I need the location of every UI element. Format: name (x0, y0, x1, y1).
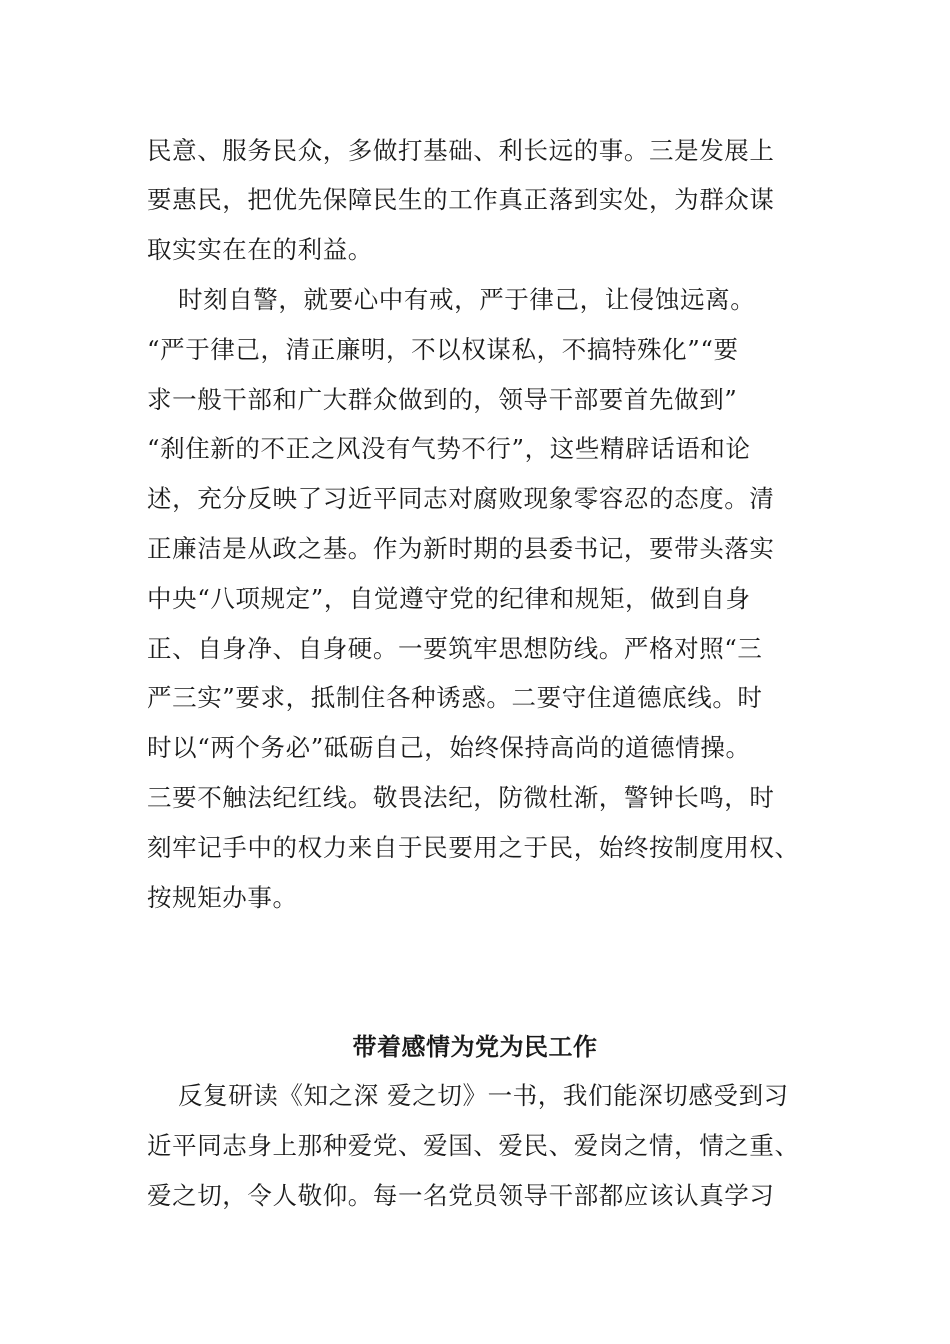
paragraph-line: 时以“两个务必”砥砺自己，始终保持高尚的道德情操。 (147, 733, 751, 762)
paragraph-line: 取实实在在的利益。 (147, 235, 373, 264)
paragraph-line: 反复研读《知之深 爱之切》一书，我们能深切感受到习 (178, 1081, 789, 1110)
paragraph-line: 爱之切，令人敬仰。每一名党员领导干部都应该认真学习 (147, 1181, 775, 1210)
paragraph-line: 中央“八项规定”，自觉遵守党的纪律和规矩，做到自身 (147, 584, 751, 613)
paragraph-line: “刹住新的不正之风没有气势不行”，这些精辟话语和论 (147, 434, 751, 463)
paragraph-line: 三要不触法纪红线。敬畏法纪，防微杜渐，警钟长鸣，时 (147, 783, 775, 812)
paragraph-line: 按规矩办事。 (147, 883, 298, 912)
paragraph-line: 民意、服务民众，多做打基础、利长远的事。三是发展上 (147, 136, 775, 165)
paragraph-line: 述，充分反映了习近平同志对腐败现象零容忍的态度。清 (147, 484, 775, 513)
paragraph-line: 正、自身净、自身硬。一要筑牢思想防线。严格对照“三 (147, 634, 763, 663)
paragraph-line: “严于律己，清正廉明，不以权谋私，不搞特殊化”“要 (147, 335, 739, 364)
section-title: 带着感情为党为民工作 (352, 1033, 598, 1061)
paragraph-line: 近平同志身上那种爱党、爱国、爱民、爱岗之情，情之重、 (147, 1131, 800, 1160)
paragraph-line: 严三实”要求，抵制住各种诱惑。二要守住道德底线。时 (147, 683, 763, 712)
paragraph-line: 求一般干部和广大群众做到的，领导干部要首先做到” (147, 385, 738, 414)
paragraph-line: 正廉洁是从政之基。作为新时期的县委书记，要带头落实 (147, 534, 775, 563)
paragraph-line: 刻牢记手中的权力来自于民要用之于民，始终按制度用权、 (147, 833, 800, 862)
paragraph-line: 时刻自警，就要心中有戒，严于律己，让侵蚀远离。 (178, 285, 756, 314)
paragraph-line: 要惠民，把优先保障民生的工作真正落到实处，为群众谋 (147, 185, 775, 214)
